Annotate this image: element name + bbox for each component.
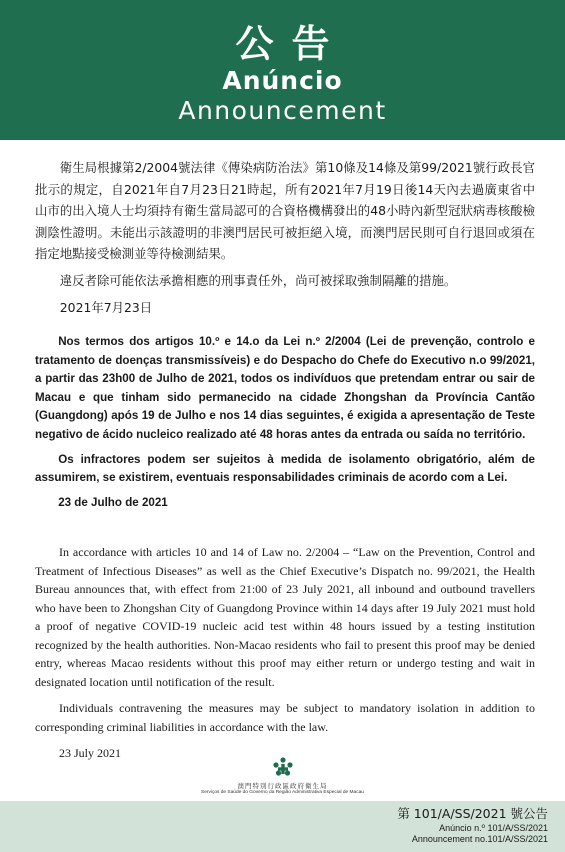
english-paragraph-2: Individuals contravening the measures may be subject to mandatory isolation in addition to corresponding criminal liabilities in accordance with the law. xyxy=(35,701,535,734)
reference-number-portuguese: Anúncio n.º 101/A/SS/2021 xyxy=(439,823,548,833)
health-bureau-name-chinese: 澳門特別行政區政府衛生局 xyxy=(237,782,328,790)
chinese-paragraph-2: 違反者除可能依法承擔相應的刑事責任外，尚可被採取強制隔離的措施。 xyxy=(59,272,457,288)
chinese-date: 2021年7月23日 xyxy=(59,299,153,315)
chinese-section xyxy=(35,157,535,318)
reference-number-english: Announcement no.101/A/SS/2021 xyxy=(411,834,548,844)
english-paragraph-1: In accordance with articles 10 and 14 of Law no. 2/2004 – “Law on the Prevention, Control and Treatment of Infectious Diseases” as well as the Chief Executive’s Dispatch no. 99/2021, the Health Bureau announces that, with effect from 21:00 of 23 July 2021, all inbound and outbound travellers who have been to Zhongshan City of Guangdong Province within 14 days after 19 July 2021 must hold a proof of negative COVID-19 nucleic acid test within 48 hours issued by a testing institution recognized by the health authorities. Non-Macao residents who fail to present this proof may be denied entry, whereas Macao residents without this proof may either return or undergo testing and wait in designated location until notification of the result. xyxy=(35,545,535,689)
portuguese-date: 23 de Julho de 2021 xyxy=(58,495,168,509)
title-chinese: 公告 xyxy=(235,22,348,66)
title-portuguese: Anúncio xyxy=(222,66,343,95)
english-section xyxy=(35,543,535,763)
portuguese-paragraph-2: Os infractores podem ser sujeitos à medida de isolamento obrigatório, além de assumirem, se existirem, eventuais responsabilidades criminais de acordo com a Lei. xyxy=(35,452,535,485)
english-date: 23 July 2021 xyxy=(59,746,122,760)
health-bureau-emblem-icon xyxy=(271,756,295,780)
health-bureau-name-portuguese: Serviços de Saúde do Governo da Região Administrativa Especial de Macau xyxy=(201,790,364,795)
portuguese-paragraph-1: Nos termos dos artigos 10.º e 14.o da Lei n.º 2/2004 (Lei de prevenção, controlo e tratamento de doenças transmissíveis) e do Despacho do Chefe do Executivo n.o 99/2021, a partir das 23h00 de Julho de 2021, todos os indivíduos que pretendam entrar ou sair de Macau e que tinham sido permanecido na cidade Zhongshan da Província Cantão (Guangdong) após 19 de Julho e nos 14 dias seguintes, é exigida a apresentação de Teste negativo de ácido nucleico realizado até 48 horas antes da entrada ou saída no território. xyxy=(35,335,535,441)
announcement-footer xyxy=(0,801,565,852)
health-bureau-logo xyxy=(200,756,365,798)
chinese-paragraph-1: 衛生局根據第2/2004號法律《傳染病防治法》第10條及14條及第99/2021號行政長官批示的規定，自2021年自7月23日21時起，所有2021年7月19日後14天內去過廣東省中山市的出入境人士均須持有衛生當局認可的合資格機構發出的48小時內新型冠狀病毒核酸檢測陰性證明。未能出示該證明的非澳門居民可被拒絕入境，而澳門居民則可自行退回或須在指定地點接受檢測並等待檢測結果。 xyxy=(35,160,535,262)
announcement-header xyxy=(0,0,565,140)
portuguese-section xyxy=(35,333,535,512)
reference-number-chinese: 第 101/A/SS/2021 號公告 xyxy=(397,806,548,821)
title-english: Announcement xyxy=(178,96,387,125)
